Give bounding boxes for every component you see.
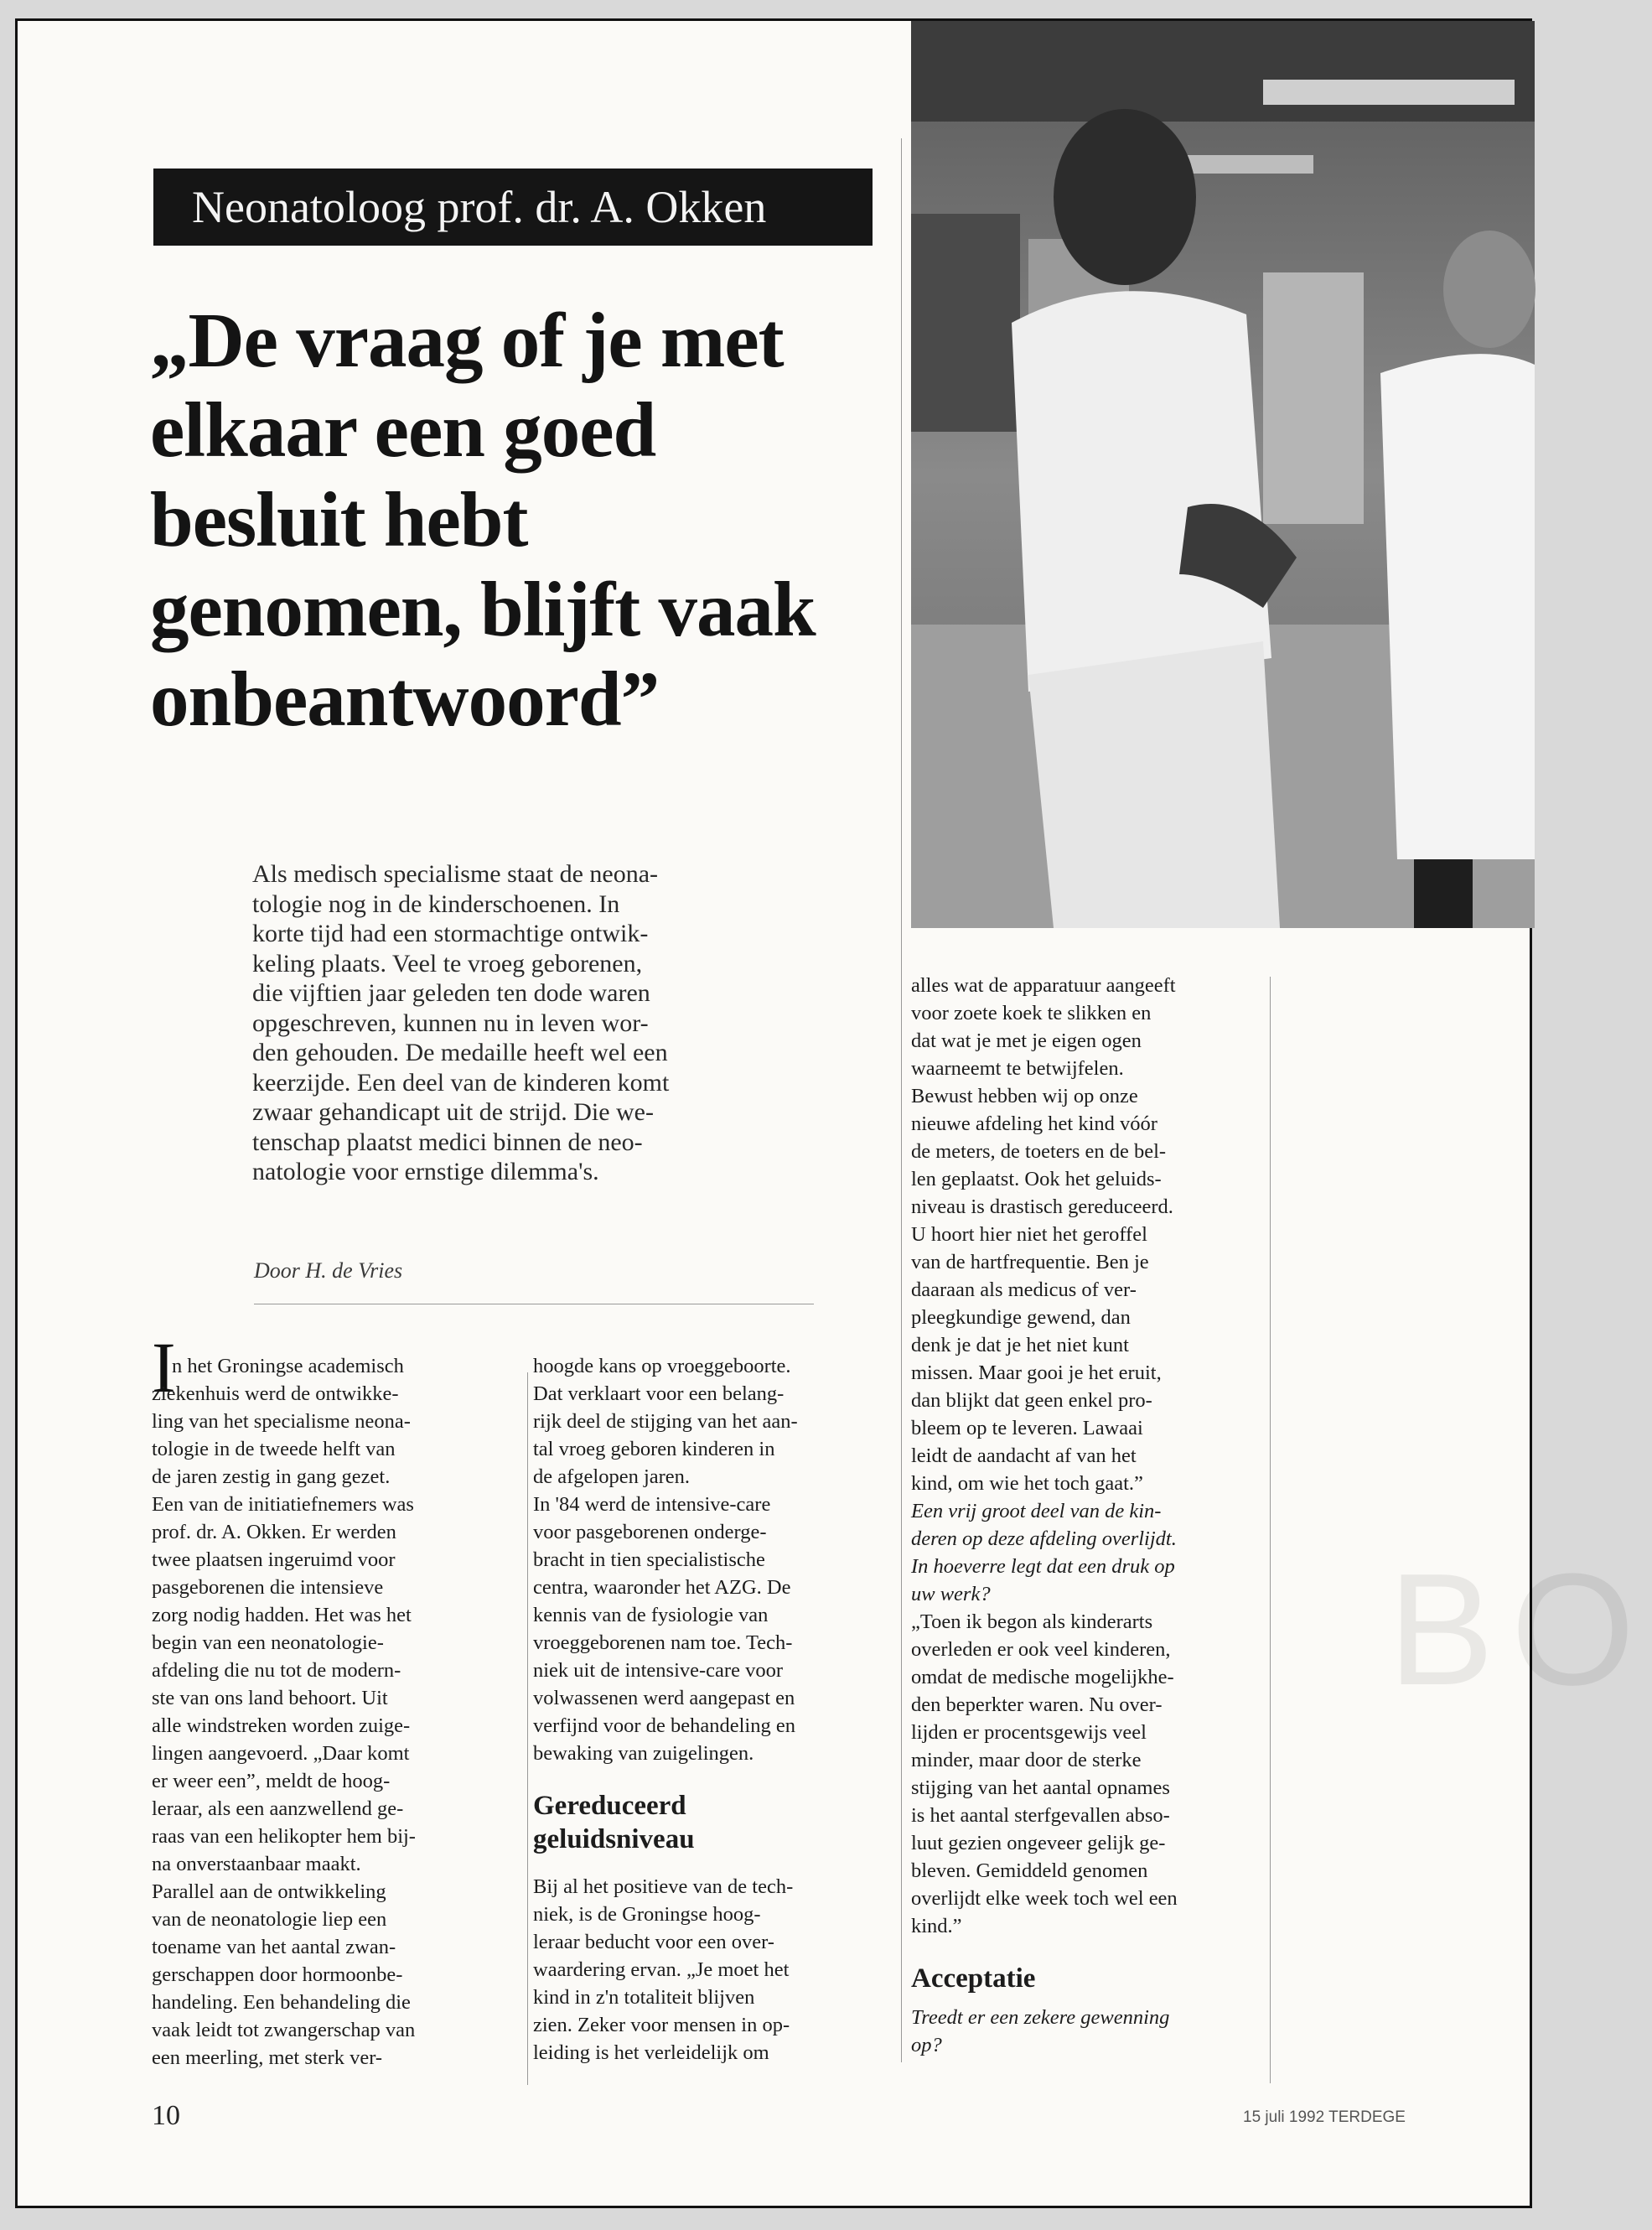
body-line: niek uit de intensive-care voor [533, 1659, 783, 1682]
body-line: pasgeborenen die intensieve [152, 1576, 384, 1599]
body-line: Dat verklaart voor een belang- [533, 1382, 785, 1405]
body-line: dan blijkt dat geen enkel pro- [911, 1389, 1152, 1412]
body-line: verfijnd voor de behandeling en [533, 1714, 795, 1737]
intro-line: tenschap plaatst medici binnen de neo- [252, 1128, 643, 1156]
body-line: n het Groningse academisch [172, 1355, 404, 1377]
intro-line: keling plaats. Veel te vroeg geborenen, [252, 949, 643, 978]
body-line: lingen aangevoerd. „Daar komt [152, 1742, 410, 1765]
headline-line: „De vraag of je met [150, 298, 784, 384]
body-column-3 [911, 972, 1271, 2059]
body-line: omdat de medische mogelijkhe- [911, 1666, 1174, 1688]
body-line: van de neonatologie liep een [152, 1908, 387, 1931]
body-line: ling van het specialisme neona- [152, 1410, 411, 1433]
body-line: bleven. Gemiddeld genomen [911, 1859, 1148, 1882]
headline [150, 296, 904, 744]
body-line: vroeggeborenen nam toe. Tech- [533, 1631, 793, 1654]
body-line: overlijdt elke week toch wel een [911, 1887, 1178, 1910]
body-line: Een van de initiatiefnemers was [152, 1493, 414, 1516]
body-line: ziekenhuis werd de ontwikke- [152, 1382, 399, 1405]
body-line: waarneemt te betwijfelen. [911, 1057, 1124, 1080]
body-line: de jaren zestig in gang gezet. [152, 1465, 391, 1488]
subheading: Gereduceerd [533, 1791, 686, 1821]
body-line: prof. dr. A. Okken. Er werden [152, 1521, 396, 1543]
body-line: van de hartfrequentie. Ben je [911, 1251, 1149, 1273]
body-line: begin van een neonatologie- [152, 1631, 384, 1654]
question-line: Treedt er een zekere gewenning [911, 2006, 1170, 2029]
headline-line: elkaar een goed [150, 387, 656, 474]
intro-line: Als medisch specialisme staat de neona- [252, 860, 659, 888]
body-line: nieuwe afdeling het kind vóór [911, 1112, 1157, 1135]
byline: Door H. de Vries [254, 1258, 403, 1283]
intro-line: den gehouden. De medaille heeft wel een [252, 1039, 668, 1066]
body-line: tologie in de tweede helft van [152, 1438, 396, 1460]
body-line: alles wat de apparatuur aangeeft [911, 974, 1176, 997]
body-line: overleden er ook veel kinderen, [911, 1638, 1171, 1661]
question-line: op? [911, 2034, 942, 2056]
body-line: toename van het aantal zwan- [152, 1936, 396, 1958]
body-line: den beperkter waren. Nu over- [911, 1693, 1163, 1716]
body-line: gerschappen door hormoonbe- [152, 1963, 403, 1986]
body-line: twee plaatsen ingeruimd voor [152, 1548, 396, 1571]
intro-line: zwaar gehandicapt uit de strijd. Die we- [252, 1098, 654, 1126]
subheading: Acceptatie [911, 1963, 1036, 1994]
body-line: de afgelopen jaren. [533, 1465, 691, 1488]
body-line: luut gezien ongeveer gelijk ge- [911, 1832, 1166, 1854]
body-line: kind.” [911, 1915, 962, 1937]
body-line: Bewust hebben wij op onze [911, 1085, 1138, 1107]
body-line: Parallel aan de ontwikkeling [152, 1880, 386, 1903]
intro-line: keerzijde. Een deel van de kinderen komt [252, 1068, 670, 1097]
body-line: bewaking van zuigelingen. [533, 1742, 754, 1765]
watermark: BO [1388, 1541, 1652, 1719]
intro-line: die vijftien jaar geleden ten dode waren [252, 979, 650, 1007]
body-line: vaak leidt tot zwangerschap van [152, 2019, 416, 2041]
body-line: voor pasgeborenen onderge- [533, 1521, 767, 1543]
body-line: zien. Zeker voor mensen in op- [533, 2014, 790, 2036]
drop-cap: I [152, 1327, 176, 1408]
column-rule [901, 138, 902, 2062]
question-line: uw werk? [911, 1583, 991, 1605]
body-line: kennis van de fysiologie van [533, 1604, 769, 1626]
body-line: rijk deel de stijging van het aan- [533, 1410, 798, 1433]
body-line: afdeling die nu tot de modern- [152, 1659, 401, 1682]
body-line: leraar, als een aanzwellend ge- [152, 1797, 404, 1820]
body-line: niek, is de Groningse hoog- [533, 1903, 761, 1926]
body-line: minder, maar door de sterke [911, 1749, 1142, 1771]
body-line: kind in z'n totaliteit blijven [533, 1986, 755, 2009]
intro-line: korte tijd had een stormachtige ontwik- [252, 920, 649, 947]
question-line: Een vrij groot deel van de kin- [911, 1500, 1162, 1522]
body-line: na onverstaanbaar maakt. [152, 1853, 361, 1875]
body-line: In '84 werd de intensive-care [533, 1493, 771, 1516]
body-line: tal vroeg geboren kinderen in [533, 1438, 775, 1460]
body-line: is het aantal sterfgevallen abso- [911, 1804, 1170, 1827]
headline-line: onbeantwoord” [150, 656, 660, 743]
body-line: U hoort hier niet het geroffel [911, 1223, 1147, 1246]
kicker-banner: Neonatoloog prof. dr. A. Okken [153, 169, 873, 246]
intro-paragraph [252, 859, 814, 1187]
body-line: centra, waaronder het AZG. De [533, 1576, 791, 1599]
page-number: 10 [152, 2100, 180, 2131]
body-line: de meters, de toeters en de bel- [911, 1140, 1167, 1163]
intro-line: tologie nog in de kinderschoenen. In [252, 889, 620, 918]
body-column-1 [152, 1352, 512, 2072]
intro-line: opgeschreven, kunnen nu in leven wor- [252, 1009, 649, 1037]
photo-doctors-in-ward [911, 21, 1535, 928]
question-line: In hoeverre legt dat een druk op [911, 1555, 1175, 1578]
body-line: lijden er procentsgewijs veel [911, 1721, 1147, 1744]
question-line: deren op deze afdeling overlijdt. [911, 1527, 1177, 1550]
body-line: er weer een”, meldt de hoog- [152, 1770, 391, 1792]
headline-line: genomen, blijft vaak [150, 567, 816, 653]
headline-line: besluit hebt [150, 477, 528, 563]
body-line: voor zoete koek te slikken en [911, 1002, 1152, 1024]
body-line: missen. Maar gooi je het eruit, [911, 1361, 1162, 1384]
body-line: stijging van het aantal opnames [911, 1776, 1170, 1799]
body-line: hoogde kans op vroeggeboorte. [533, 1355, 791, 1377]
body-line: leiding is het verleidelijk om [533, 2041, 769, 2064]
body-line: bracht in tien specialistische [533, 1548, 765, 1571]
body-line: zorg nodig hadden. Het was het [152, 1604, 412, 1626]
body-line: pleegkundige gewend, dan [911, 1306, 1131, 1329]
column-rule [527, 1372, 528, 2085]
body-line: kind, om wie het toch gaat.” [911, 1472, 1143, 1495]
body-line: len geplaatst. Ook het geluids- [911, 1168, 1162, 1190]
body-line: „Toen ik begon als kinderarts [911, 1610, 1153, 1633]
body-line: denk je dat je het niet kunt [911, 1334, 1129, 1356]
intro-line: natologie voor ernstige dilemma's. [252, 1158, 599, 1185]
body-line: raas van een helikopter hem bij- [152, 1825, 416, 1848]
subheading: geluidsniveau [533, 1824, 695, 1854]
body-line: leidt de aandacht af van het [911, 1444, 1137, 1467]
body-line: Bij al het positieve van de tech- [533, 1875, 794, 1898]
magazine-page [15, 18, 1652, 2208]
body-line: alle windstreken worden zuige- [152, 1714, 411, 1737]
body-column-2 [533, 1352, 893, 2067]
body-line: niveau is drastisch gereduceerd. [911, 1195, 1173, 1218]
body-line: bleem op te leveren. Lawaai [911, 1417, 1143, 1439]
body-line: dat wat je met je eigen ogen [911, 1029, 1142, 1052]
body-line: volwassenen werd aangepast en [533, 1687, 795, 1709]
body-line: daaraan als medicus of ver- [911, 1278, 1137, 1301]
body-line: waardering ervan. „Je moet het [533, 1958, 790, 1981]
body-line: een meerling, met sterk ver- [152, 2046, 383, 2069]
body-line: leraar beducht voor een over- [533, 1931, 774, 1953]
issue-date: 15 juli 1992 TERDEGE [1243, 2108, 1406, 2126]
body-line: handeling. Een behandeling die [152, 1991, 411, 2014]
body-line: ste van ons land behoort. Uit [152, 1687, 388, 1709]
